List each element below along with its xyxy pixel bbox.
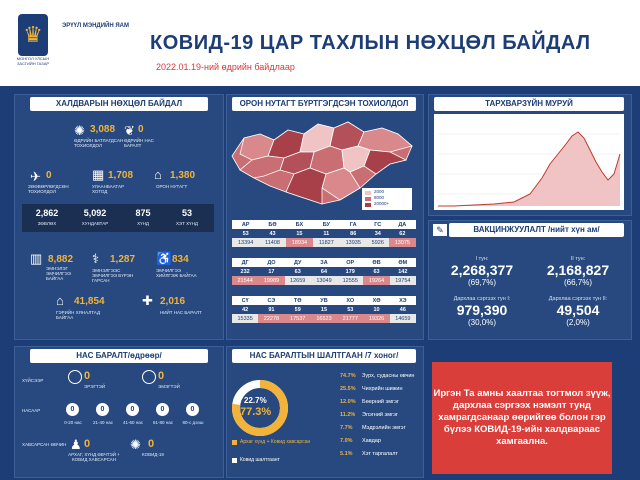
region-code: ХО [337, 296, 363, 305]
cause-label: Элэгний эмгэг [362, 412, 398, 418]
age-value: 0 [126, 403, 139, 416]
cause-label: Мэдрэлийн эмгэг [362, 425, 406, 431]
region-code: УВ [311, 296, 337, 305]
region-total: 13394 [232, 238, 259, 247]
region-total: 21544 [232, 276, 258, 285]
comorb-value: 0 [84, 438, 91, 450]
cause-item [340, 372, 414, 380]
total-deaths-label: НИЙТ НАС БАРАЛТ [160, 310, 202, 315]
region-code: ДО [258, 258, 284, 267]
dose1-block [434, 256, 530, 287]
region-total: 12555 [337, 276, 363, 285]
recovered-today-label: ЭМНЭЛГЭЭС ЭМЧИЛГЭЭ БҮРЭН ГАРСАН [92, 268, 134, 283]
map-legend-label: 20000+ [374, 201, 390, 206]
age-label: 41-60 нас [123, 420, 143, 425]
sex-row-label: ХҮЙСЭЭР [22, 378, 44, 383]
page-title: КОВИД-19 ЦАР ТАХЛЫН НӨХЦӨЛ БАЙДАЛ [150, 32, 591, 54]
region-total: 11408 [259, 238, 286, 247]
home-icon: ⌂ [56, 293, 64, 308]
booster2-pct: (2,0%) [566, 318, 590, 327]
severity-item [122, 208, 164, 226]
infection-title: ХАЛДВАРЫН НӨХЦӨЛ БАЙДАЛ [30, 97, 208, 111]
cause-pct: 5.1% [340, 451, 353, 457]
donut-inner-value: 77.3% [240, 406, 272, 418]
deaths-title: НАС БАРАЛТ/өдрөөр/ [30, 349, 208, 363]
region-table [232, 296, 416, 323]
recovered-today-value: 1,287 [110, 254, 136, 265]
cause-label: Хавдар [362, 438, 381, 444]
cause-pct: 7.7% [340, 425, 353, 431]
region-cases: 63 [373, 268, 380, 275]
cause-pct: 25.5% [340, 386, 356, 392]
page-subtitle: 2022.01.19-ний өдрийн байдлаар [156, 62, 295, 72]
region-code: ГА [340, 220, 367, 229]
epi-curve-chart [434, 114, 624, 210]
cause-pct: 7.0% [340, 438, 353, 444]
booster1-value: 979,390 [456, 302, 508, 318]
severity-item [26, 208, 68, 226]
donut-legend-label: Архаг хүнд + Ковид хавсарсан [240, 439, 311, 445]
region-code: СЭ [258, 296, 284, 305]
region-table-row [232, 238, 416, 247]
male-label: ЭРЭГТЭЙ [84, 384, 106, 389]
age-value: 0 [156, 403, 169, 416]
comorb-row-label: ХАВСАРСАН ӨВЧИН [22, 442, 67, 447]
female-value: 0 [158, 370, 165, 382]
region-table-row [232, 305, 416, 314]
cause-item [340, 437, 381, 445]
region-code: БӨ [259, 220, 286, 229]
booster1-block [434, 296, 530, 327]
region-table-row [232, 314, 416, 323]
region-total: 12659 [285, 276, 311, 285]
region-total: 21777 [337, 314, 363, 323]
region-code: БУ [313, 220, 340, 229]
hospital-label: ЭМНЭЛЭГ ЭМЧИЛГЭЭ БАЙГАА [46, 266, 72, 281]
rural-value: 1,380 [170, 170, 196, 181]
severity-label: ХУНДАВТАР [81, 221, 109, 226]
age-label: 21-40 нас [93, 420, 113, 425]
region-code: ГС [367, 220, 389, 229]
patient-icon: ♟ [70, 437, 82, 452]
header [0, 0, 640, 86]
imported-label: ЗӨӨВӨРЛӨГДСӨН ТОХИОЛДОЛ [28, 184, 69, 194]
confirmed-today-value: 3,088 [90, 124, 116, 135]
booster1-label: Дархлаа сэргээх тун I: [453, 296, 511, 302]
severity-value: 2,862 [35, 208, 59, 218]
region-total: 15335 [232, 314, 258, 323]
dose2-block [530, 256, 626, 287]
female-label: ЭМЭГТЭЙ [158, 384, 180, 389]
age-value: 0 [96, 403, 109, 416]
region-cases: 46 [399, 306, 406, 313]
donut-legend-label: Ковид шалтгаант [240, 457, 280, 463]
region-code: ОР [337, 258, 363, 267]
region-total: 19326 [363, 314, 389, 323]
cause-label: Бөөрний эмгэг [362, 399, 399, 405]
cause-item [340, 450, 398, 458]
virus-icon: ✺ [74, 123, 85, 138]
yurt-icon: ⌂ [154, 167, 162, 182]
region-code: ХӨ [363, 296, 389, 305]
age-label: 80-с дээш [182, 420, 204, 425]
cause-pct: 12.0% [340, 399, 356, 405]
region-cases: 64 [320, 268, 328, 275]
region-code: СҮ [232, 296, 258, 305]
region-table-row [232, 296, 416, 305]
severity-label: ХЭТ ХҮНД [176, 221, 198, 226]
vaccine-title: ВАКЦИНЖУУЛАЛТ /нийт хүн ам/ [449, 223, 624, 237]
map-legend-label: 8000 [374, 195, 385, 200]
lungs-icon: ❦ [124, 123, 135, 138]
cause-label: Чихрийн шижин [362, 386, 403, 392]
region-cases: 86 [350, 230, 357, 237]
syringe-icon: ✎ [433, 224, 447, 236]
imported-value: 0 [46, 170, 52, 181]
male-icon [68, 370, 82, 384]
region-cases: 59 [294, 306, 301, 313]
booster2-label: Дархлаа сэргээх тун II: [548, 296, 608, 302]
region-code: ӨВ [363, 258, 389, 267]
hospital-value: 8,882 [48, 254, 74, 265]
ulaanbaatar-label: УЛААНБААТАР ХОТОД [92, 184, 125, 194]
epi-title: ТАРХВАРЗҮЙН МУРУЙ [434, 97, 624, 111]
region-code: ДГ [232, 258, 258, 267]
region-cases: 43 [269, 230, 276, 237]
severity-item [74, 208, 116, 226]
booster2-block [530, 296, 626, 327]
discharge-icon: ⚕ [92, 251, 100, 266]
patient-icon: ♿ [156, 251, 173, 266]
region-cases: 62 [399, 230, 406, 237]
causes-title: НАС БАРАЛТЫН ШАЛТГААН /7 хоног/ [232, 349, 416, 363]
emblem-icon: ♛ [18, 14, 48, 56]
region-cases: 179 [345, 268, 355, 275]
severity-value: 5,092 [83, 208, 107, 218]
region-cases: 42 [242, 306, 249, 313]
age-label: 61-80 нас [153, 420, 173, 425]
donut-outer-value: 22.7% [244, 396, 267, 405]
cause-item [340, 411, 398, 419]
cause-item [340, 398, 399, 406]
ulaanbaatar-value: 1,708 [108, 170, 134, 181]
dose2-pct: (66,7%) [563, 278, 592, 287]
prevention-message [432, 362, 612, 474]
region-cases: 34 [374, 230, 381, 237]
region-table-row [232, 258, 416, 267]
region-total: 19264 [363, 276, 389, 285]
cause-label: Хэт таргалалт [362, 451, 398, 457]
cause-pct: 11.2% [340, 412, 356, 418]
region-table [232, 258, 416, 285]
death-icon: ✚ [142, 293, 153, 308]
rural-label: ОРОН НУТАГТ [156, 184, 188, 189]
region-cases: 142 [398, 268, 408, 275]
org-small-text: МОНГОЛ УЛСЫН ЗАСГИЙН ГАЗАР [16, 56, 50, 66]
age-row-label: НАСААР [22, 408, 41, 413]
region-total: 13049 [311, 276, 337, 285]
dose1-label: I тун: [475, 256, 489, 262]
mongolia-map [230, 116, 416, 212]
region-total: 16523 [311, 314, 337, 323]
total-deaths-value: 2,016 [160, 296, 186, 307]
region-cases: 53 [242, 230, 249, 237]
airplane-icon: ✈ [30, 169, 41, 184]
deaths-today-value: 0 [138, 124, 144, 135]
donut-legend-swatch [232, 440, 237, 445]
covid-death-value: 0 [148, 438, 155, 450]
severity-value: 53 [181, 208, 192, 218]
age-label: 0-20 нас [64, 420, 82, 425]
region-table-row [232, 229, 416, 238]
severity-label: ЗӨВЛӨХ [37, 221, 57, 226]
region-cases: 11 [323, 230, 330, 237]
region-code: ЗА [311, 258, 337, 267]
cause-item [340, 424, 406, 432]
region-cases: 10 [373, 306, 380, 313]
regions-title: ОРОН НУТАГТ БҮРТГЭГДСЭН ТОХИОЛДОЛ [232, 97, 416, 111]
region-cases: 17 [268, 268, 275, 275]
region-total: 19989 [258, 276, 284, 285]
virus-icon: ✺ [130, 437, 141, 452]
discharged-value: 834 [172, 254, 189, 265]
region-total: 18934 [286, 238, 313, 247]
region-code: ӨМ [390, 258, 416, 267]
org-name: ЭРҮҮЛ МЭНДИЙН ЯАМ [62, 23, 129, 29]
cause-label: Зүрх, судасны өвчин [362, 373, 415, 379]
severity-label: ХҮНД [137, 221, 149, 226]
region-total: 13075 [389, 238, 416, 247]
region-cases: 91 [268, 306, 275, 313]
region-cases: 53 [347, 306, 354, 313]
dose2-label: II тун: [570, 256, 586, 262]
region-code: ДА [389, 220, 416, 229]
donut-legend-swatch [232, 458, 237, 463]
prevention-message-text: Иргэн Та амны хаалтаа тогтмол зүүж, дархлаа сэргээх нэмэлт тунд хамрагдсанаар өөрийгөө болон гэр бүлээ КОВИД-19-ийн халдвараас хамгаална. [433, 388, 611, 447]
comorb-label: АРХАГ, ХҮНД ӨВЧТЭЙ + КОВИД ХАВСАРСАН [68, 452, 120, 462]
region-total: 19754 [390, 276, 416, 285]
female-icon [142, 370, 156, 384]
region-code: АР [232, 220, 259, 229]
confirmed-today-label: ӨДРИЙН БАТЛАГДСАН ТОХИОЛДОЛ [74, 138, 124, 148]
discharged-label: ЭМЧИЛГЭЭ ХИЙЛГЭЖ БАЙГАА [156, 268, 197, 278]
cause-item [340, 385, 403, 393]
map-legend-label: 2000 [374, 189, 385, 194]
region-code: ТӨ [285, 296, 311, 305]
region-total: 13935 [340, 238, 367, 247]
age-value: 0 [66, 403, 79, 416]
region-table-row [232, 276, 416, 285]
region-cases: 15 [320, 306, 328, 313]
covid-death-label: КОВИД-19 [142, 452, 164, 457]
home-label: ГЭРИЙН ХЯНАЛТАД БАЙГАА [56, 310, 100, 320]
region-table-row [232, 220, 416, 229]
region-table [232, 220, 416, 247]
region-total: 5926 [367, 238, 389, 247]
region-total: 22278 [258, 314, 284, 323]
region-cases: 232 [240, 268, 250, 275]
region-cases: 15 [296, 230, 303, 237]
male-value: 0 [84, 370, 91, 382]
age-value: 0 [186, 403, 199, 416]
region-table-row [232, 267, 416, 276]
region-total: 17537 [285, 314, 311, 323]
region-code: БХ [286, 220, 313, 229]
region-code: ХЭ [390, 296, 416, 305]
region-total: 11827 [313, 238, 340, 247]
severity-item [166, 208, 208, 226]
deaths-today-label: ӨДРИЙН НАС БАРАЛТ [124, 138, 154, 148]
booster2-value: 49,504 [556, 302, 600, 318]
region-cases: 63 [294, 268, 301, 275]
region-code: ДУ [285, 258, 311, 267]
cause-pct: 74.7% [340, 373, 356, 379]
home-value: 41,854 [74, 296, 105, 307]
hospital-bed-icon: ▥ [30, 251, 43, 266]
dose1-value: 2,268,377 [450, 262, 514, 278]
dose1-pct: (69,7%) [467, 278, 496, 287]
dose2-value: 2,168,827 [546, 262, 610, 278]
region-total: 14659 [390, 314, 416, 323]
building-icon: ▦ [92, 167, 105, 182]
booster1-pct: (30,0%) [467, 318, 496, 327]
severity-value: 875 [135, 208, 151, 218]
